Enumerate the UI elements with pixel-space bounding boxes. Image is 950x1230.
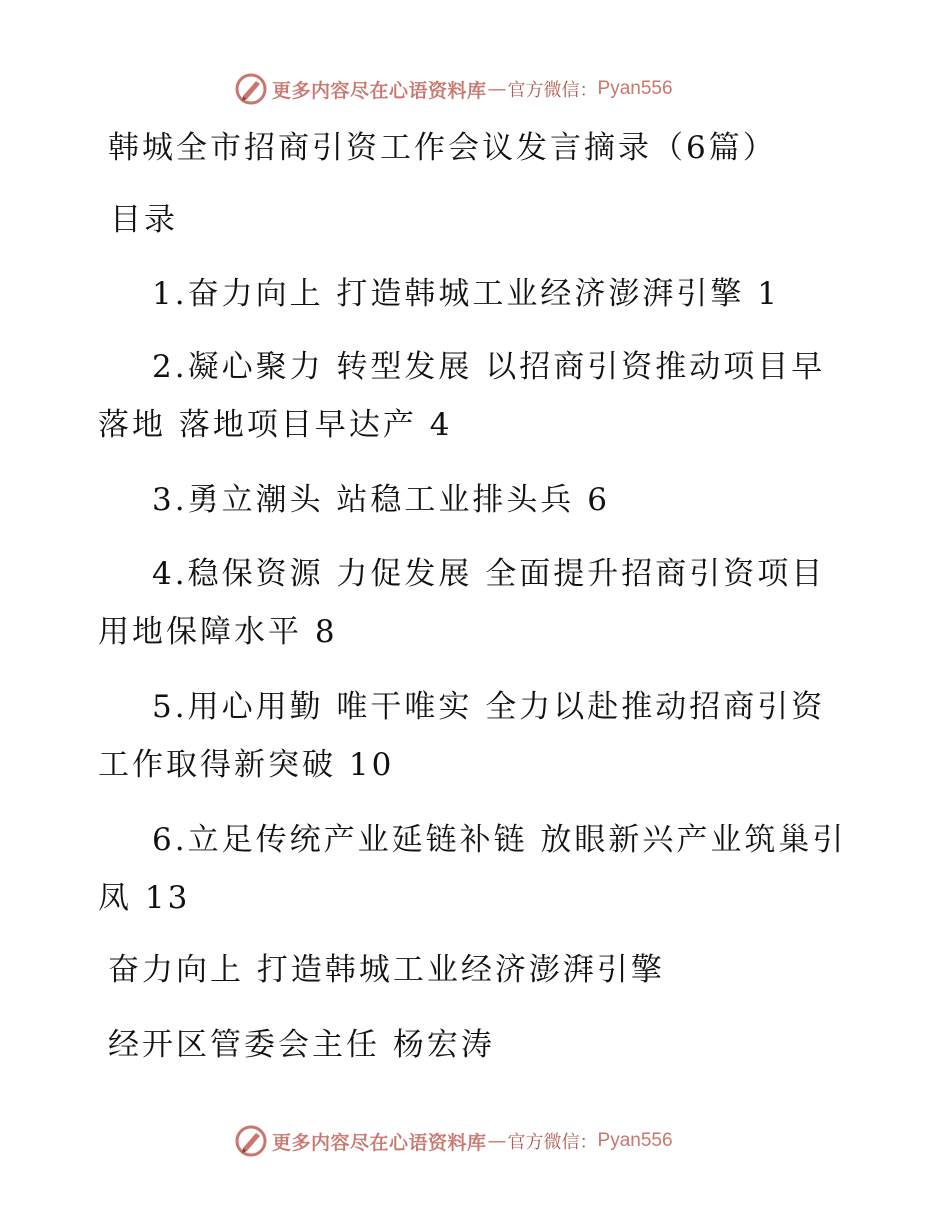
toc-item-6-continued: 凤 13: [98, 880, 191, 916]
watermark-wechat-id: Pyan556: [597, 78, 673, 99]
toc-item-4-continued: 用地保障水平 8: [98, 614, 338, 650]
pen-logo-icon: [234, 1124, 268, 1158]
watermark-label: 官方微信：: [507, 80, 598, 101]
watermark-text: 更多内容尽在心语资料库: [272, 79, 487, 102]
toc-item-2-continued: 落地 落地项目早达产 4: [98, 407, 453, 443]
toc-item-4: 4.稳保资源 力促发展 全面提升招商引资项目: [152, 556, 826, 592]
toc-item-1: 1.奋力向上 打造韩城工业经济澎湃引擎 1: [152, 276, 781, 312]
watermark-wechat-id: Pyan556: [597, 1130, 673, 1151]
watermark-dash: —: [487, 78, 507, 100]
watermark-banner-bottom: [234, 1124, 673, 1158]
toc-item-3: 3.勇立潮头 站稳工业排头兵 6: [152, 482, 611, 518]
toc-item-2: 2.凝心聚力 转型发展 以招商引资推动项目早: [152, 349, 826, 385]
watermark-banner-top: [234, 72, 673, 106]
toc-heading: 目录: [110, 202, 178, 238]
toc-item-5: 5.用心用勤 唯干唯实 全力以赴推动招商引资: [152, 689, 826, 725]
speaker-line: 经开区管委会主任 杨宏涛: [108, 1027, 495, 1063]
toc-item-5-continued: 工作取得新突破 10: [98, 747, 395, 783]
watermark-label: 官方微信：: [507, 1132, 598, 1153]
pen-logo-icon: [234, 72, 268, 106]
section-title: 奋力向上 打造韩城工业经济澎湃引擎: [108, 952, 665, 988]
watermark-dash: —: [487, 1130, 507, 1152]
watermark-text: 更多内容尽在心语资料库: [272, 1131, 487, 1154]
document-title: 韩城全市招商引资工作会议发言摘录（6篇）: [108, 130, 777, 166]
toc-item-6: 6.立足传统产业延链补链 放眼新兴产业筑巢引: [152, 822, 847, 858]
